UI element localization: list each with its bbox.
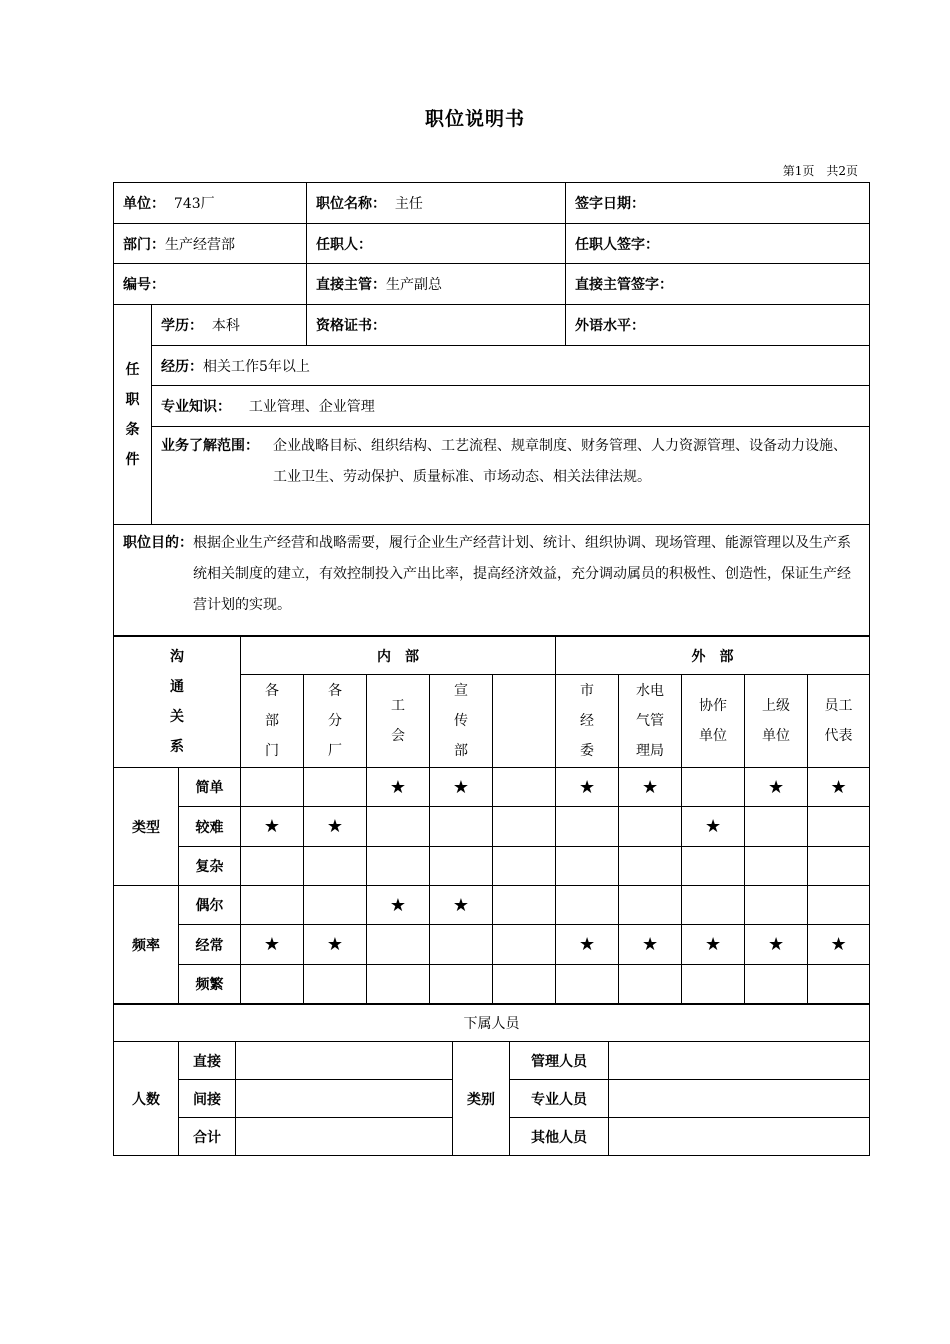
knowledge-label: 专业知识： bbox=[161, 399, 231, 415]
matrix-group-label: 类型 bbox=[114, 768, 179, 886]
scope-cell bbox=[152, 427, 870, 525]
post-cell bbox=[307, 183, 566, 224]
category-row-label: 其他人员 bbox=[510, 1118, 609, 1156]
dept-cell bbox=[114, 224, 307, 264]
matrix-cell bbox=[241, 886, 304, 925]
matrix-cell bbox=[493, 807, 556, 847]
knowledge-cell bbox=[152, 386, 870, 427]
matrix-cell bbox=[682, 847, 745, 886]
matrix-row-label: 偶尔 bbox=[179, 886, 241, 925]
subordinates-table bbox=[113, 1004, 870, 1156]
unit-label: 单位： bbox=[123, 196, 165, 212]
matrix-row-label: 较难 bbox=[179, 807, 241, 847]
matrix-cell bbox=[682, 965, 745, 1004]
matrix-cell bbox=[367, 847, 430, 886]
matrix-row-label: 简单 bbox=[179, 768, 241, 807]
edu-cell bbox=[152, 305, 307, 346]
code-cell bbox=[114, 264, 307, 305]
supervisor-sign-label: 直接主管签字： bbox=[575, 277, 674, 293]
star-mark: ★ bbox=[304, 925, 367, 965]
code-label: 编号： bbox=[123, 277, 165, 293]
edu-label: 学历： bbox=[161, 318, 203, 334]
communication-table bbox=[113, 636, 870, 1004]
star-mark: ★ bbox=[556, 768, 619, 807]
matrix-cell bbox=[367, 965, 430, 1004]
post-label: 职位名称： bbox=[316, 196, 387, 212]
star-mark: ★ bbox=[745, 925, 808, 965]
star-mark: ★ bbox=[808, 768, 870, 807]
matrix-cell bbox=[745, 847, 808, 886]
matrix-row-label: 频繁 bbox=[179, 965, 241, 1004]
column-header-8: 上级 单位 bbox=[745, 675, 808, 768]
matrix-cell bbox=[556, 965, 619, 1004]
holder-label: 任职人： bbox=[316, 236, 373, 253]
matrix-cell bbox=[493, 768, 556, 807]
column-header-7: 协作 单位 bbox=[682, 675, 745, 768]
sign-date-cell bbox=[566, 183, 870, 224]
star-mark: ★ bbox=[682, 925, 745, 965]
supervisor-sign-cell bbox=[566, 264, 870, 305]
count-row-label: 间接 bbox=[179, 1080, 236, 1118]
matrix-cell bbox=[430, 807, 493, 847]
star-mark: ★ bbox=[367, 768, 430, 807]
communication-label-text: 沟 通 关 系 bbox=[170, 649, 184, 755]
cert-cell bbox=[307, 305, 566, 346]
matrix-cell bbox=[556, 847, 619, 886]
matrix-cell bbox=[745, 965, 808, 1004]
matrix-row-label: 经常 bbox=[179, 925, 241, 965]
headcount-label: 人数 bbox=[114, 1042, 179, 1156]
column-header-4 bbox=[493, 675, 556, 768]
matrix-cell bbox=[619, 807, 682, 847]
matrix-cell bbox=[241, 847, 304, 886]
star-mark: ★ bbox=[619, 768, 682, 807]
matrix-cell bbox=[619, 847, 682, 886]
matrix-cell bbox=[367, 925, 430, 965]
star-mark: ★ bbox=[241, 925, 304, 965]
matrix-group-label: 频率 bbox=[114, 886, 179, 1004]
star-mark: ★ bbox=[682, 807, 745, 847]
star-mark: ★ bbox=[430, 886, 493, 925]
holder-cell bbox=[307, 224, 566, 264]
dept-label: 部门： bbox=[123, 236, 165, 253]
matrix-cell bbox=[304, 847, 367, 886]
matrix-cell bbox=[682, 886, 745, 925]
matrix-cell bbox=[619, 965, 682, 1004]
exp-cell bbox=[152, 346, 870, 386]
count-value-cell bbox=[236, 1042, 453, 1080]
matrix-cell bbox=[493, 847, 556, 886]
column-header-0: 各 部 门 bbox=[241, 675, 304, 768]
holder-sign-label: 任职人签字： bbox=[575, 236, 660, 253]
category-value-cell bbox=[609, 1118, 870, 1156]
lang-cell bbox=[566, 305, 870, 346]
category-row-label: 专业人员 bbox=[510, 1080, 609, 1118]
column-header-9: 员工 代表 bbox=[808, 675, 870, 768]
matrix-cell bbox=[367, 807, 430, 847]
sign-date-label: 签字日期： bbox=[575, 196, 646, 212]
column-header-5: 市 经 委 bbox=[556, 675, 619, 768]
star-mark: ★ bbox=[808, 925, 870, 965]
category-row-label: 管理人员 bbox=[510, 1042, 609, 1080]
count-row-label: 合计 bbox=[179, 1118, 236, 1156]
knowledge-value: 工业管理、企业管理 bbox=[248, 399, 375, 415]
info-table bbox=[113, 182, 870, 636]
matrix-cell bbox=[745, 886, 808, 925]
matrix-cell bbox=[241, 965, 304, 1004]
matrix-cell bbox=[682, 768, 745, 807]
count-row-label: 直接 bbox=[179, 1042, 236, 1080]
purpose-cell bbox=[114, 525, 870, 636]
matrix-cell bbox=[430, 925, 493, 965]
star-mark: ★ bbox=[556, 925, 619, 965]
exp-value: 相关工作5年以上 bbox=[203, 358, 310, 375]
count-value-cell bbox=[236, 1080, 453, 1118]
lang-label: 外语水平： bbox=[575, 318, 646, 334]
post-value: 主任 bbox=[394, 196, 423, 212]
matrix-cell bbox=[808, 965, 870, 1004]
matrix-cell bbox=[493, 886, 556, 925]
matrix-cell bbox=[556, 807, 619, 847]
scope-label: 业务了解范围： bbox=[161, 438, 259, 454]
star-mark: ★ bbox=[241, 807, 304, 847]
star-mark: ★ bbox=[430, 768, 493, 807]
category-value-cell bbox=[609, 1080, 870, 1118]
star-mark: ★ bbox=[745, 768, 808, 807]
star-mark: ★ bbox=[619, 925, 682, 965]
column-header-2: 工 会 bbox=[367, 675, 430, 768]
qualification-section-label bbox=[114, 305, 152, 525]
star-mark: ★ bbox=[304, 807, 367, 847]
matrix-cell bbox=[304, 965, 367, 1004]
supervisor-value: 生产副总 bbox=[386, 277, 443, 293]
column-header-6: 水电 气管 理局 bbox=[619, 675, 682, 768]
matrix-cell bbox=[493, 965, 556, 1004]
matrix-cell bbox=[304, 768, 367, 807]
qualification-label-text: 任 职 条 件 bbox=[125, 361, 140, 468]
exp-label: 经历： bbox=[161, 358, 203, 375]
page-number: 第1页 共2页 bbox=[782, 164, 858, 178]
matrix-cell bbox=[304, 886, 367, 925]
matrix-cell bbox=[430, 847, 493, 886]
external-header: 外 部 bbox=[556, 637, 870, 675]
cert-label: 资格证书： bbox=[316, 318, 387, 334]
matrix-cell bbox=[493, 925, 556, 965]
unit-cell bbox=[114, 183, 307, 224]
holder-sign-cell bbox=[566, 224, 870, 264]
purpose-label: 职位目的： bbox=[123, 535, 193, 551]
matrix-cell bbox=[241, 768, 304, 807]
category-label: 类别 bbox=[453, 1042, 510, 1156]
column-header-1: 各 分 厂 bbox=[304, 675, 367, 768]
matrix-cell bbox=[745, 807, 808, 847]
column-header-3: 宣 传 部 bbox=[430, 675, 493, 768]
matrix-cell bbox=[619, 886, 682, 925]
supervisor-cell bbox=[307, 264, 566, 305]
internal-header: 内 部 bbox=[241, 637, 556, 675]
matrix-cell bbox=[556, 886, 619, 925]
communication-label bbox=[114, 637, 241, 768]
scope-value: 企业战略目标、组织结构、工艺流程、规章制度、财务管理、人力资源管理、设备动力设施、工业卫生、劳动保护、质量标准、市场动态、相关法律法规。 bbox=[273, 438, 847, 485]
supervisor-label: 直接主管： bbox=[316, 277, 387, 293]
matrix-cell bbox=[808, 807, 870, 847]
matrix-cell bbox=[808, 847, 870, 886]
matrix-cell bbox=[430, 965, 493, 1004]
matrix-cell bbox=[808, 886, 870, 925]
purpose-text: 根据企业生产经营和战略需要，履行企业生产经营计划、统计、组织协调、现场管理、能源管理以及生产系统相关制度的建立，有效控制投入产出比率，提高经济效益，充分调动属员的积极性、创造性，保证生产经营计划的实现。 bbox=[193, 535, 851, 613]
count-value-cell bbox=[236, 1118, 453, 1156]
unit-value: 743厂 bbox=[173, 196, 215, 212]
edu-value: 本科 bbox=[211, 318, 240, 334]
document-title: 职位说明书 bbox=[424, 108, 525, 130]
matrix-row-label: 复杂 bbox=[179, 847, 241, 886]
category-value-cell bbox=[609, 1042, 870, 1080]
dept-value: 生产经营部 bbox=[165, 236, 235, 253]
subordinates-title: 下属人员 bbox=[114, 1005, 870, 1042]
star-mark: ★ bbox=[367, 886, 430, 925]
